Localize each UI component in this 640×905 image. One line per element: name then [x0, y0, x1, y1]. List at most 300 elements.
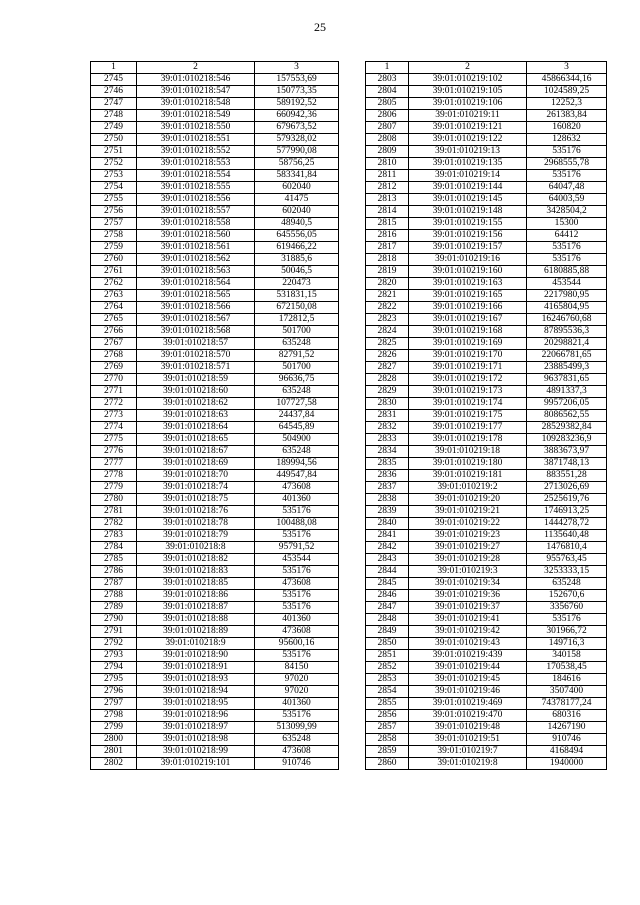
table-row	[91, 86, 339, 98]
table-row	[366, 566, 607, 578]
cadastral-number-cell: 39:01:010219:3	[409, 566, 527, 578]
value-cell: 955763,45	[527, 554, 607, 566]
row-number-cell: 2782	[91, 518, 137, 530]
cadastral-number-cell: 39:01:010218:67	[137, 446, 255, 458]
cadastral-number-cell: 39:01:010218:560	[137, 230, 255, 242]
value-cell: 15300	[527, 218, 607, 230]
table-row	[366, 446, 607, 458]
row-number-cell: 2763	[91, 290, 137, 302]
value-cell: 128632	[527, 134, 607, 146]
table-row	[366, 134, 607, 146]
table-row	[91, 614, 339, 626]
row-number-cell: 2825	[366, 338, 409, 350]
value-cell: 340158	[527, 650, 607, 662]
table-row	[366, 674, 607, 686]
value-cell: 45866344,16	[527, 74, 607, 86]
table-row	[366, 206, 607, 218]
cadastral-number-cell: 39:01:010218:547	[137, 86, 255, 98]
value-cell: 660942,36	[255, 110, 339, 122]
cadastral-number-cell: 39:01:010219:102	[409, 74, 527, 86]
value-cell: 679673,52	[255, 122, 339, 134]
table-row	[366, 650, 607, 662]
value-cell: 453544	[527, 278, 607, 290]
value-cell: 535176	[255, 566, 339, 578]
table-row	[366, 758, 607, 770]
table-row	[366, 722, 607, 734]
value-cell: 504900	[255, 434, 339, 446]
cadastral-number-cell: 39:01:010219:167	[409, 314, 527, 326]
header-cell: 2	[137, 62, 255, 74]
table-row	[366, 254, 607, 266]
value-cell: 82791,52	[255, 350, 339, 362]
cadastral-number-cell: 39:01:010218:75	[137, 494, 255, 506]
table-row	[366, 182, 607, 194]
row-number-cell: 2788	[91, 590, 137, 602]
table-row	[91, 710, 339, 722]
row-number-cell: 2770	[91, 374, 137, 386]
value-cell: 84150	[255, 662, 339, 674]
value-cell: 20298821,4	[527, 338, 607, 350]
row-number-cell: 2829	[366, 386, 409, 398]
cadastral-number-cell: 39:01:010218:82	[137, 554, 255, 566]
row-number-cell: 2754	[91, 182, 137, 194]
table-row	[366, 362, 607, 374]
cadastral-number-cell: 39:01:010218:557	[137, 206, 255, 218]
value-cell: 3883673,97	[527, 446, 607, 458]
cadastral-number-cell: 39:01:010219:2	[409, 482, 527, 494]
row-number-cell: 2777	[91, 458, 137, 470]
table-row	[366, 398, 607, 410]
row-number-cell: 2765	[91, 314, 137, 326]
table-row	[91, 74, 339, 86]
value-cell: 58756,25	[255, 158, 339, 170]
header-cell: 3	[255, 62, 339, 74]
table-row	[366, 194, 607, 206]
value-cell: 619466,22	[255, 242, 339, 254]
cadastral-number-cell: 39:01:010219:181	[409, 470, 527, 482]
table-row	[91, 122, 339, 134]
value-cell: 14267190	[527, 722, 607, 734]
table-row	[366, 218, 607, 230]
cadastral-number-cell: 39:01:010219:439	[409, 650, 527, 662]
value-cell: 473608	[255, 626, 339, 638]
value-cell: 473608	[255, 482, 339, 494]
value-cell: 160820	[527, 122, 607, 134]
cadastral-number-cell: 39:01:010219:16	[409, 254, 527, 266]
cadastral-number-cell: 39:01:010218:95	[137, 698, 255, 710]
cadastral-number-cell: 39:01:010218:570	[137, 350, 255, 362]
cadastral-number-cell: 39:01:010218:571	[137, 362, 255, 374]
row-number-cell: 2768	[91, 350, 137, 362]
cadastral-number-cell: 39:01:010219:174	[409, 398, 527, 410]
row-number-cell: 2807	[366, 122, 409, 134]
table-row	[91, 218, 339, 230]
table-row	[91, 494, 339, 506]
row-number-cell: 2831	[366, 410, 409, 422]
cadastral-number-cell: 39:01:010218:564	[137, 278, 255, 290]
table-row	[366, 614, 607, 626]
cadastral-number-cell: 39:01:010219:105	[409, 86, 527, 98]
value-cell: 109283236,9	[527, 434, 607, 446]
value-cell: 48940,5	[255, 218, 339, 230]
row-number-cell: 2764	[91, 302, 137, 314]
row-number-cell: 2747	[91, 98, 137, 110]
row-number-cell: 2835	[366, 458, 409, 470]
cadastral-number-cell: 39:01:010219:168	[409, 326, 527, 338]
row-number-cell: 2845	[366, 578, 409, 590]
cadastral-number-cell: 39:01:010219:18	[409, 446, 527, 458]
table-row	[91, 458, 339, 470]
value-cell: 1444278,72	[527, 518, 607, 530]
value-cell: 535176	[527, 146, 607, 158]
cadastral-number-cell: 39:01:010218:96	[137, 710, 255, 722]
table-row	[91, 254, 339, 266]
value-cell: 31885,6	[255, 254, 339, 266]
row-number-cell: 2760	[91, 254, 137, 266]
row-number-cell: 2762	[91, 278, 137, 290]
row-number-cell: 2815	[366, 218, 409, 230]
value-cell: 157553,69	[255, 74, 339, 86]
cadastral-number-cell: 39:01:010218:74	[137, 482, 255, 494]
row-number-cell: 2801	[91, 746, 137, 758]
cadastral-number-cell: 39:01:010218:568	[137, 326, 255, 338]
cadastral-number-cell: 39:01:010218:88	[137, 614, 255, 626]
table-row	[91, 422, 339, 434]
row-number-cell: 2759	[91, 242, 137, 254]
cadastral-number-cell: 39:01:010219:13	[409, 146, 527, 158]
row-number-cell: 2857	[366, 722, 409, 734]
cadastral-number-cell: 39:01:010218:64	[137, 422, 255, 434]
cadastral-number-cell: 39:01:010219:23	[409, 530, 527, 542]
cadastral-number-cell: 39:01:010218:60	[137, 386, 255, 398]
value-cell: 152670,6	[527, 590, 607, 602]
cadastral-number-cell: 39:01:010219:44	[409, 662, 527, 674]
cadastral-number-cell: 39:01:010218:79	[137, 530, 255, 542]
cadastral-number-cell: 39:01:010218:567	[137, 314, 255, 326]
table-row	[366, 86, 607, 98]
row-number-cell: 2822	[366, 302, 409, 314]
row-number-cell: 2771	[91, 386, 137, 398]
cadastral-number-cell: 39:01:010219:169	[409, 338, 527, 350]
table-row	[366, 542, 607, 554]
table-row	[91, 722, 339, 734]
table-row	[366, 74, 607, 86]
row-number-cell: 2746	[91, 86, 137, 98]
table-row	[366, 158, 607, 170]
cadastral-number-cell: 39:01:010218:83	[137, 566, 255, 578]
table-row	[366, 470, 607, 482]
cadastral-number-cell: 39:01:010218:562	[137, 254, 255, 266]
row-number-cell: 2850	[366, 638, 409, 650]
row-number-cell: 2823	[366, 314, 409, 326]
value-cell: 531831,15	[255, 290, 339, 302]
value-cell: 4891337,3	[527, 386, 607, 398]
value-cell: 635248	[527, 578, 607, 590]
row-number-cell: 2776	[91, 446, 137, 458]
row-number-cell: 2769	[91, 362, 137, 374]
row-number-cell: 2778	[91, 470, 137, 482]
cadastral-number-cell: 39:01:010219:155	[409, 218, 527, 230]
row-number-cell: 2767	[91, 338, 137, 350]
value-cell: 2525619,76	[527, 494, 607, 506]
cadastral-number-cell: 39:01:010218:70	[137, 470, 255, 482]
value-cell: 9957206,05	[527, 398, 607, 410]
table-row	[366, 638, 607, 650]
table-row	[366, 662, 607, 674]
table-row	[91, 326, 339, 338]
row-number-cell: 2773	[91, 410, 137, 422]
row-number-cell: 2817	[366, 242, 409, 254]
cadastral-number-cell: 39:01:010219:101	[137, 758, 255, 770]
value-cell: 97020	[255, 686, 339, 698]
table-row	[91, 734, 339, 746]
row-number-cell: 2787	[91, 578, 137, 590]
row-number-cell: 2837	[366, 482, 409, 494]
value-cell: 3356760	[527, 602, 607, 614]
row-number-cell: 2789	[91, 602, 137, 614]
value-cell: 64545,89	[255, 422, 339, 434]
value-cell: 473608	[255, 578, 339, 590]
row-number-cell: 2758	[91, 230, 137, 242]
table-row	[366, 554, 607, 566]
table-row	[366, 686, 607, 698]
value-cell: 107727,58	[255, 398, 339, 410]
row-number-cell: 2761	[91, 266, 137, 278]
value-cell: 64412	[527, 230, 607, 242]
row-number-cell: 2858	[366, 734, 409, 746]
table-row	[366, 326, 607, 338]
table-row	[366, 314, 607, 326]
table-row	[366, 266, 607, 278]
value-cell: 401360	[255, 494, 339, 506]
table-row	[91, 242, 339, 254]
table-row	[366, 278, 607, 290]
value-cell: 6180885,88	[527, 266, 607, 278]
row-number-cell: 2842	[366, 542, 409, 554]
table-row	[91, 98, 339, 110]
table-row	[91, 482, 339, 494]
value-cell: 87895536,3	[527, 326, 607, 338]
table-row	[91, 194, 339, 206]
row-number-cell: 2834	[366, 446, 409, 458]
value-cell: 535176	[527, 242, 607, 254]
cadastral-number-cell: 39:01:010218:99	[137, 746, 255, 758]
value-cell: 1024589,25	[527, 86, 607, 98]
table-row	[366, 434, 607, 446]
value-cell: 74378177,24	[527, 698, 607, 710]
table-row	[91, 506, 339, 518]
value-cell: 910746	[527, 734, 607, 746]
table-row	[91, 686, 339, 698]
value-cell: 635248	[255, 446, 339, 458]
value-cell: 883551,28	[527, 470, 607, 482]
row-number-cell: 2751	[91, 146, 137, 158]
value-cell: 1476810,4	[527, 542, 607, 554]
row-number-cell: 2795	[91, 674, 137, 686]
table-row	[366, 506, 607, 518]
value-cell: 3871748,13	[527, 458, 607, 470]
row-number-cell: 2780	[91, 494, 137, 506]
table-row	[366, 230, 607, 242]
cadastral-number-cell: 39:01:010219:21	[409, 506, 527, 518]
row-number-cell: 2772	[91, 398, 137, 410]
table-row	[91, 290, 339, 302]
row-number-cell: 2852	[366, 662, 409, 674]
value-cell: 220473	[255, 278, 339, 290]
table-row	[91, 230, 339, 242]
value-cell: 64003,59	[527, 194, 607, 206]
row-number-cell: 2755	[91, 194, 137, 206]
row-number-cell: 2824	[366, 326, 409, 338]
value-cell: 910746	[255, 758, 339, 770]
value-cell: 1940000	[527, 758, 607, 770]
cadastral-number-cell: 39:01:010219:27	[409, 542, 527, 554]
value-cell: 149716,3	[527, 638, 607, 650]
cadastral-number-cell: 39:01:010218:565	[137, 290, 255, 302]
row-number-cell: 2847	[366, 602, 409, 614]
cadastral-number-cell: 39:01:010218:63	[137, 410, 255, 422]
header-cell: 3	[527, 62, 607, 74]
cadastral-number-cell: 39:01:010218:76	[137, 506, 255, 518]
table-row	[366, 698, 607, 710]
table-row	[91, 602, 339, 614]
row-number-cell: 2783	[91, 530, 137, 542]
table-row	[366, 110, 607, 122]
row-number-cell: 2860	[366, 758, 409, 770]
cadastral-number-cell: 39:01:010219:178	[409, 434, 527, 446]
table-row	[91, 374, 339, 386]
row-number-cell: 2785	[91, 554, 137, 566]
cadastral-number-cell: 39:01:010219:51	[409, 734, 527, 746]
row-number-cell: 2752	[91, 158, 137, 170]
cadastral-number-cell: 39:01:010218:62	[137, 398, 255, 410]
table-row	[91, 554, 339, 566]
table-row	[91, 446, 339, 458]
row-number-cell: 2757	[91, 218, 137, 230]
cadastral-number-cell: 39:01:010219:469	[409, 698, 527, 710]
value-cell: 150773,35	[255, 86, 339, 98]
table-row	[91, 626, 339, 638]
table-row	[91, 338, 339, 350]
cadastral-number-cell: 39:01:010218:551	[137, 134, 255, 146]
value-cell: 95600,16	[255, 638, 339, 650]
value-cell: 189994,56	[255, 458, 339, 470]
cadastral-number-cell: 39:01:010218:98	[137, 734, 255, 746]
table-row	[91, 530, 339, 542]
table-row	[91, 398, 339, 410]
cadastral-number-cell: 39:01:010218:563	[137, 266, 255, 278]
table-row	[91, 170, 339, 182]
table-row	[91, 542, 339, 554]
row-number-cell: 2843	[366, 554, 409, 566]
value-cell: 24437,84	[255, 410, 339, 422]
cadastral-number-cell: 39:01:010219:42	[409, 626, 527, 638]
cadastral-number-cell: 39:01:010219:156	[409, 230, 527, 242]
register-table-right	[365, 61, 607, 770]
table-row	[366, 482, 607, 494]
row-number-cell: 2848	[366, 614, 409, 626]
row-number-cell: 2827	[366, 362, 409, 374]
table-row	[91, 134, 339, 146]
row-number-cell: 2803	[366, 74, 409, 86]
value-cell: 3507400	[527, 686, 607, 698]
value-cell: 473608	[255, 746, 339, 758]
value-cell: 501700	[255, 326, 339, 338]
cadastral-number-cell: 39:01:010219:172	[409, 374, 527, 386]
value-cell: 401360	[255, 698, 339, 710]
row-number-cell: 2786	[91, 566, 137, 578]
row-number-cell: 2805	[366, 98, 409, 110]
cadastral-number-cell: 39:01:010219:145	[409, 194, 527, 206]
cadastral-number-cell: 39:01:010219:165	[409, 290, 527, 302]
value-cell: 100488,08	[255, 518, 339, 530]
cadastral-number-cell: 39:01:010219:22	[409, 518, 527, 530]
table-row	[366, 422, 607, 434]
cadastral-number-cell: 39:01:010219:45	[409, 674, 527, 686]
row-number-cell: 2748	[91, 110, 137, 122]
row-number-cell: 2846	[366, 590, 409, 602]
cadastral-number-cell: 39:01:010219:171	[409, 362, 527, 374]
cadastral-number-cell: 39:01:010219:135	[409, 158, 527, 170]
cadastral-number-cell: 39:01:010219:106	[409, 98, 527, 110]
row-number-cell: 2849	[366, 626, 409, 638]
value-cell: 449547,84	[255, 470, 339, 482]
table-row	[91, 590, 339, 602]
table-header-row	[366, 62, 607, 74]
cadastral-number-cell: 39:01:010218:94	[137, 686, 255, 698]
value-cell: 41475	[255, 194, 339, 206]
register-table-left-body	[91, 62, 339, 770]
row-number-cell: 2794	[91, 662, 137, 674]
value-cell: 64047,48	[527, 182, 607, 194]
value-cell: 535176	[255, 710, 339, 722]
cadastral-number-cell: 39:01:010219:177	[409, 422, 527, 434]
value-cell: 301966,72	[527, 626, 607, 638]
row-number-cell: 2838	[366, 494, 409, 506]
row-number-cell: 2832	[366, 422, 409, 434]
cadastral-number-cell: 39:01:010219:180	[409, 458, 527, 470]
cadastral-number-cell: 39:01:010218:78	[137, 518, 255, 530]
table-row	[91, 518, 339, 530]
value-cell: 535176	[527, 170, 607, 182]
value-cell: 535176	[255, 506, 339, 518]
row-number-cell: 2750	[91, 134, 137, 146]
table-row	[366, 494, 607, 506]
table-row	[91, 674, 339, 686]
row-number-cell: 2819	[366, 266, 409, 278]
value-cell: 535176	[255, 602, 339, 614]
value-cell: 2217980,95	[527, 290, 607, 302]
value-cell: 583341,84	[255, 170, 339, 182]
cadastral-number-cell: 39:01:010218:9	[137, 638, 255, 650]
cadastral-number-cell: 39:01:010219:148	[409, 206, 527, 218]
table-row	[91, 158, 339, 170]
value-cell: 453544	[255, 554, 339, 566]
cadastral-number-cell: 39:01:010219:14	[409, 170, 527, 182]
table-row	[91, 362, 339, 374]
table-row	[91, 182, 339, 194]
row-number-cell: 2839	[366, 506, 409, 518]
table-row	[91, 746, 339, 758]
cadastral-number-cell: 39:01:010219:163	[409, 278, 527, 290]
table-row	[91, 266, 339, 278]
cadastral-number-cell: 39:01:010219:46	[409, 686, 527, 698]
cadastral-number-cell: 39:01:010219:170	[409, 350, 527, 362]
register-table-right-body	[366, 62, 607, 770]
cadastral-number-cell: 39:01:010218:556	[137, 194, 255, 206]
cadastral-number-cell: 39:01:010218:89	[137, 626, 255, 638]
value-cell: 23885499,3	[527, 362, 607, 374]
